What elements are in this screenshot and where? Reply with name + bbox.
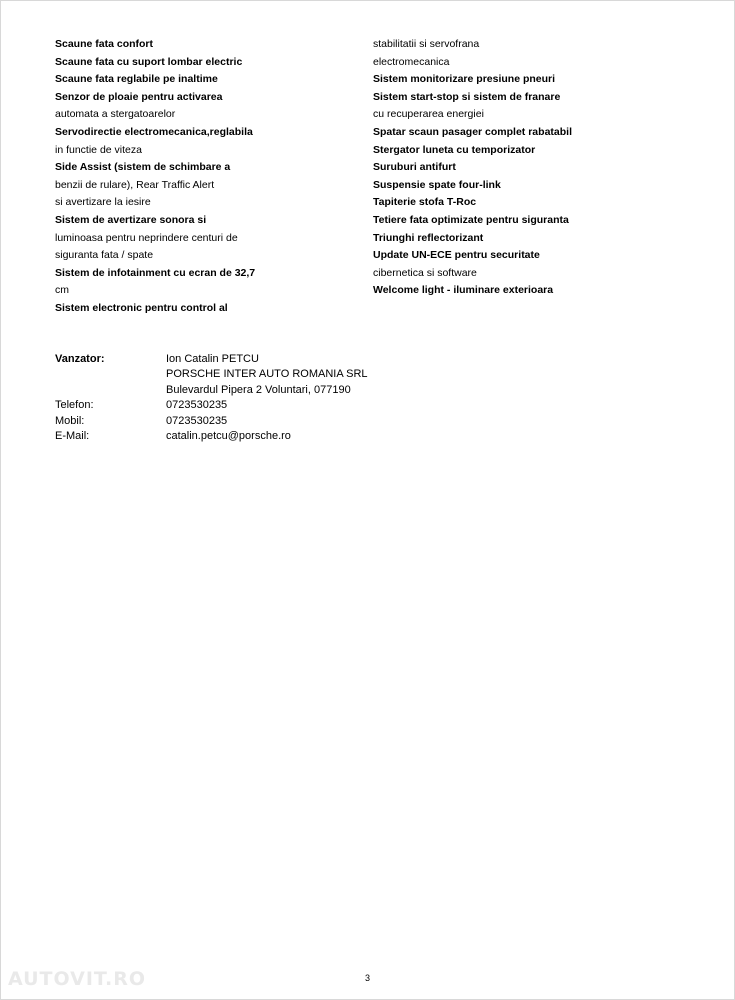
equipment-line: luminoasa pentru neprindere centuri de	[55, 231, 238, 244]
spacer	[55, 367, 166, 382]
telefon-value[interactable]: 0723530235	[166, 399, 228, 412]
equipment-line: Scaune fata reglabile pe inaltime	[55, 73, 218, 86]
equipment-line: Welcome light - iluminare exterioara	[373, 284, 554, 297]
equipment-line: Scaune fata cu suport lombar electric	[55, 55, 243, 68]
seller-row-email	[55, 429, 455, 444]
equipment-line: Tetiere fata optimizate pentru siguranta	[373, 213, 569, 226]
vanzator-label: Vanzator:	[55, 353, 105, 365]
equipment-line: electromecanica	[373, 55, 450, 68]
equipment-line: cibernetica si software	[373, 266, 477, 279]
seller-company: PORSCHE INTER AUTO ROMANIA SRL	[166, 368, 368, 381]
telefon-label: Telefon:	[55, 399, 94, 412]
equipment-line: si avertizare la iesire	[55, 196, 151, 209]
equipment-line: Tapiterie stofa T-Roc	[373, 196, 477, 209]
equipment-line: in functie de viteza	[55, 143, 142, 156]
equipment-line: Triunghi reflectorizant	[373, 231, 484, 244]
equipment-line: benzii de rulare), Rear Traffic Alert	[55, 178, 215, 191]
equipment-line: cm	[55, 284, 69, 297]
equipment-line: cu recuperarea energiei	[373, 108, 484, 121]
equipment-line: Update UN-ECE pentru securitate	[373, 249, 540, 262]
equipment-line: automata a stergatoarelor	[55, 108, 176, 121]
equipment-line: Senzor de ploaie pentru activarea	[55, 90, 223, 103]
equipment-line: Stergator luneta cu temporizator	[373, 143, 536, 156]
seller-address: Bulevardul Pipera 2 Voluntari, 077190	[166, 383, 351, 396]
seller-row-vanzator	[55, 352, 455, 367]
mobil-label: Mobil:	[55, 414, 85, 427]
email-value[interactable]: catalin.petcu@porsche.ro	[166, 430, 291, 443]
equipment-line: Suruburi antifurt	[373, 161, 456, 174]
seller-name: Ion Catalin PETCU	[166, 353, 259, 365]
equipment-line: Side Assist (sistem de schimbare a	[55, 161, 231, 174]
equipment-line: stabilitatii si servofrana	[373, 38, 480, 50]
equipment-list-right-column	[373, 36, 703, 300]
equipment-line: Sistem electronic pentru control al	[55, 301, 228, 314]
spacer	[55, 383, 166, 398]
equipment-line: Sistem monitorizare presiune pneuri	[373, 73, 556, 86]
seller-row-telefon	[55, 398, 455, 413]
equipment-line: Sistem de avertizare sonora si	[55, 213, 207, 226]
watermark-logo: AUTOVIT.RO	[8, 968, 146, 990]
seller-row-mobil	[55, 414, 455, 429]
equipment-line: Scaune fata confort	[55, 38, 154, 50]
equipment-list-left-column	[55, 36, 355, 318]
equipment-line: Sistem de infotainment cu ecran de 32,7	[55, 266, 256, 279]
equipment-line: Servodirectie electromecanica,reglabila	[55, 125, 253, 138]
seller-row-address	[55, 383, 455, 398]
page-number: 3	[364, 973, 370, 983]
seller-info	[55, 352, 455, 444]
equipment-line: Sistem start-stop si sistem de franare	[373, 90, 561, 103]
equipment-line: Suspensie spate four-link	[373, 178, 501, 191]
seller-row-company	[55, 367, 455, 382]
equipment-line: Spatar scaun pasager complet rabatabil	[373, 125, 572, 138]
equipment-line: siguranta fata / spate	[55, 249, 154, 262]
email-label: E-Mail:	[55, 430, 90, 443]
mobil-value[interactable]: 0723530235	[166, 414, 228, 427]
